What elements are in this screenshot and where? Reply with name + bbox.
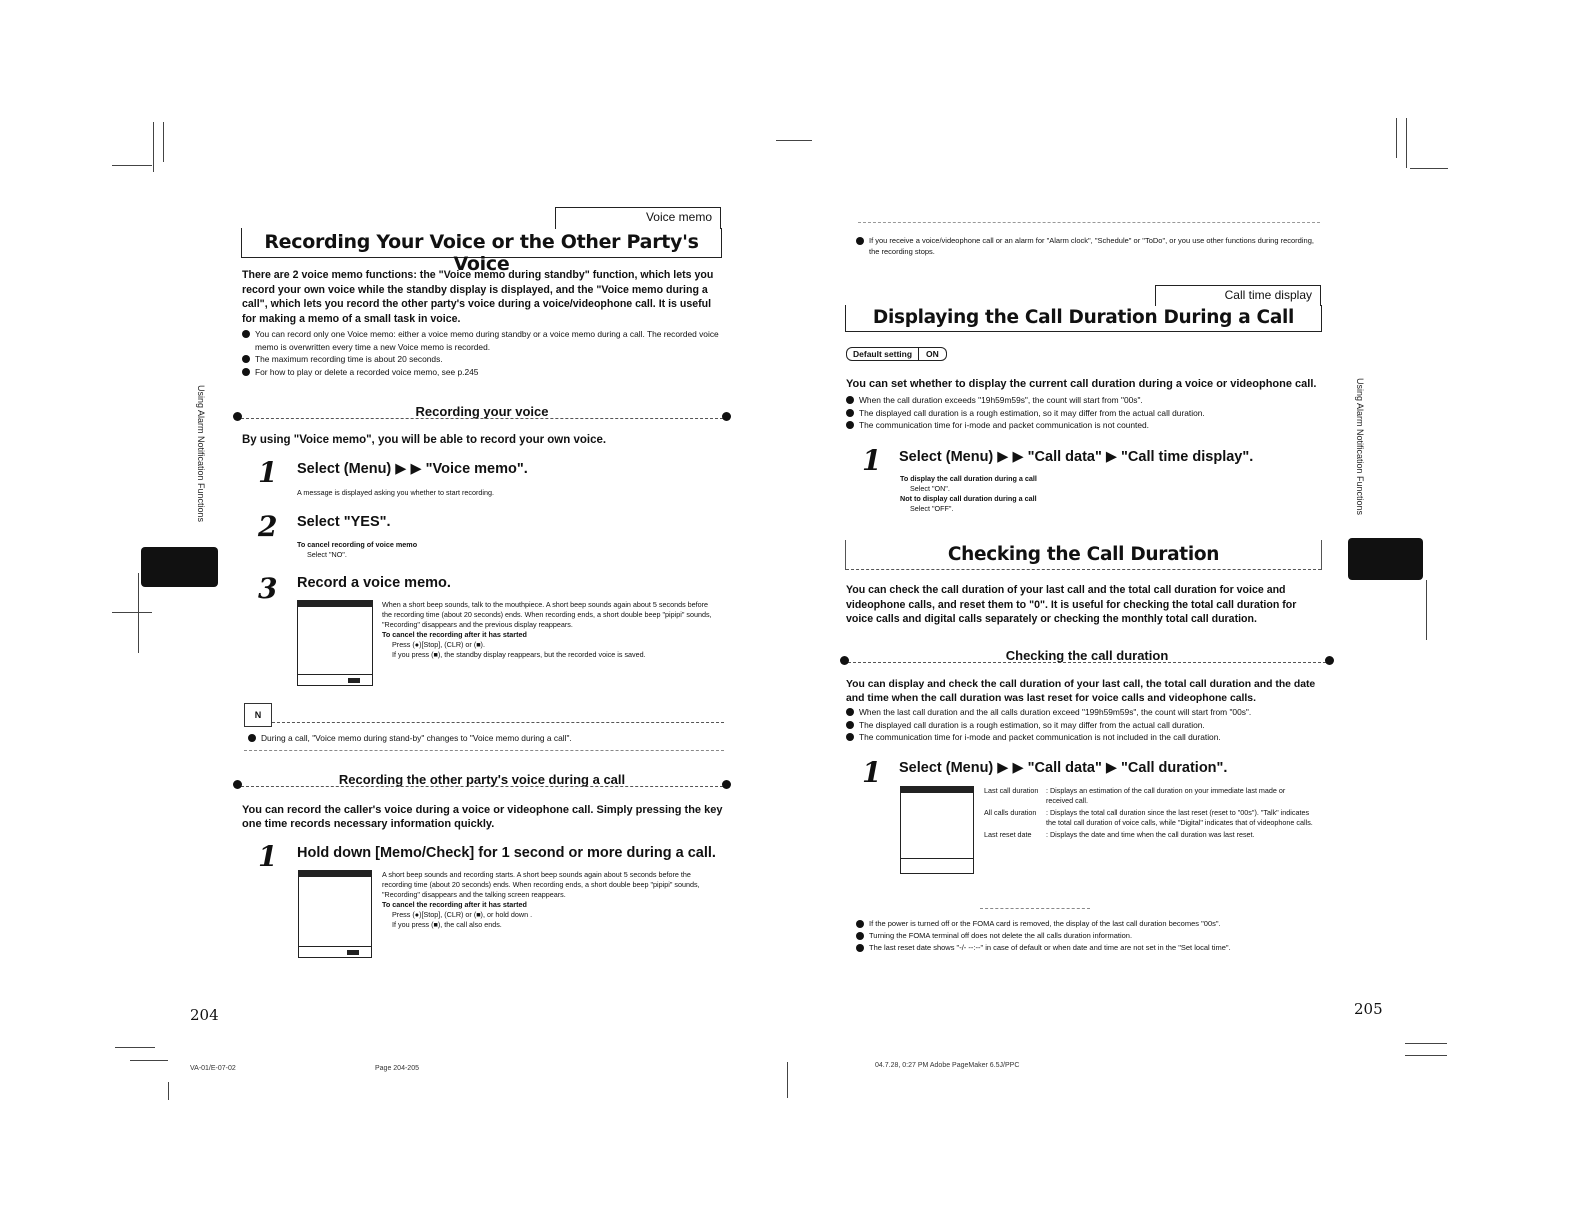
definition-desc: : Displays the date and time when the call duration was last reset. <box>1046 830 1255 839</box>
phone-screen-image <box>297 600 373 686</box>
list-item: During a call, "Voice memo during stand-by" changes to "Voice memo during a call". <box>248 732 718 745</box>
step-desc-text: A short beep sounds and recording starts. A short beep sounds again about 5 seconds before the recording time (about 20 seconds) ends. When recording ends, a short double beep "pipipi" sounds, "Recording" disappears and the talking screen reappears. <box>382 870 700 899</box>
crop-mark <box>115 1047 155 1048</box>
note-title: To cancel the recording after it has started <box>382 900 527 909</box>
note-title: Not to display call duration during a call <box>900 494 1037 503</box>
footer-pages: Page 204-205 <box>375 1065 419 1072</box>
intro-text: You can check the call duration of your last call and the total call duration for voice and videophone calls, and reset them to "0". It is useful for checking the total call duration for voice calls and digital calls separately or checking the monthly total call duration. <box>846 584 1297 625</box>
crop-mark <box>130 1060 168 1061</box>
step-text: Select "YES". <box>297 514 391 530</box>
list-item: The last reset date shows "-/- --:--" in case of default or when date and time are not set in the "Set local time". <box>856 942 1326 954</box>
step-number: 1 <box>862 756 882 789</box>
default-setting <box>846 349 947 359</box>
footer-code: VA-01/E-07-02 <box>190 1065 236 1072</box>
default-value: ON <box>919 347 947 361</box>
note-text: Press (●)[Stop], (CLR) or (■), or hold down . <box>392 910 533 919</box>
crop-mark <box>112 165 152 166</box>
step-text: Hold down [Memo/Check] for 1 second or more during a call. <box>297 845 716 861</box>
page-title-box <box>845 540 1322 570</box>
phone-screen-image <box>900 786 974 874</box>
subsection-heading <box>233 774 731 792</box>
page-title: Recording Your Voice or the Other Party's Voice <box>264 231 699 275</box>
section-tag: Call time display <box>1155 285 1321 306</box>
note-rule <box>272 722 724 723</box>
step-text: Record a voice memo. <box>297 575 451 591</box>
note-text: If you press (■), the call also ends. <box>392 920 502 929</box>
step-number: 1 <box>862 444 882 477</box>
step-number: 3 <box>258 572 278 605</box>
bullet-list <box>846 394 1326 432</box>
list-item: The displayed call duration is a rough estimation, so it may differ from the actual call duration. <box>846 407 1326 420</box>
section-lead: You can set whether to display the current call duration during a voice or videophone call. <box>846 378 1317 390</box>
step-number: 1 <box>258 456 278 489</box>
step-text: Select (Menu) ▶ ▶ "Voice memo". <box>297 461 528 477</box>
bullet-list <box>846 706 1326 744</box>
note-icon: N <box>244 703 272 727</box>
definition-term: All calls duration <box>984 808 1037 817</box>
step-text: Select (Menu) ▶ ▶ "Call data" ▶ "Call duration". <box>899 760 1228 776</box>
section-lead: By using "Voice memo", you will be able to record your own voice. <box>242 434 607 446</box>
list-item: The communication time for i-mode and packet communication is not counted. <box>846 419 1326 432</box>
step-note: A message is displayed asking you whether to start recording. <box>297 488 494 497</box>
page-title-box <box>241 228 722 275</box>
definition-row <box>984 808 1314 828</box>
crop-mark <box>168 1082 169 1100</box>
note-title: To display the call duration during a call <box>900 474 1037 483</box>
crop-mark <box>138 573 139 653</box>
crop-mark <box>112 612 152 613</box>
crop-mark <box>776 140 812 141</box>
crop-mark <box>1405 1055 1447 1056</box>
step-number: 2 <box>258 510 278 543</box>
page-title: Checking the Call Duration <box>947 544 1220 565</box>
page-number: 205 <box>1354 1000 1383 1018</box>
section-lead: You can record the caller's voice during a voice or videophone call. Simply pressing the key one time records necessary information quickly. <box>242 804 723 830</box>
definition-desc: : Displays the total call duration since the last reset (reset to "00s"). "Talk" indicates the total call duration of voice calls, while "Digital" indicates that of videophone calls. <box>1046 808 1313 827</box>
page-number: 204 <box>190 1006 219 1024</box>
note-text: Select "NO". <box>307 550 347 559</box>
crop-mark <box>153 122 154 172</box>
note-text: If you press (■), the standby display reappears, but the recorded voice is saved. <box>392 650 646 659</box>
step-text: Select (Menu) ▶ ▶ "Call data" ▶ "Call time display". <box>899 449 1254 465</box>
crop-mark <box>1405 1043 1447 1044</box>
note-text: Select "OFF". <box>910 504 954 513</box>
page-title-box <box>845 305 1322 332</box>
list-item: When the last call duration and the all calls duration exceed "199h59m59s", the count will start from "00s". <box>846 706 1326 719</box>
phone-screen-image <box>298 870 372 958</box>
side-label: Using Alarm Notification Functions <box>1355 378 1365 516</box>
list-item: Turning the FOMA terminal off does not delete the all calls duration information. <box>856 930 1326 942</box>
list-item: The maximum recording time is about 20 seconds. <box>242 353 724 366</box>
note-rule <box>980 908 1090 909</box>
subsection-heading <box>840 650 1334 668</box>
definition-term: Last call duration <box>984 786 1039 795</box>
list-item: When the call duration exceeds "19h59m59s", the count will start from "00s". <box>846 394 1326 407</box>
note-box <box>248 732 718 745</box>
definition-list <box>984 786 1314 840</box>
list-item: If the power is turned off or the FOMA card is removed, the display of the last call duration becomes "00s". <box>856 918 1326 930</box>
bottom-bullets <box>856 918 1326 954</box>
intro-text: There are 2 voice memo functions: the "Voice memo during standby" function, which lets you record your own voice while the standby display is displayed, and the "Voice memo during a call", which lets you record the other party's voice during a voice/videophone call. It is useful for making a memo of a small task in voice. <box>242 269 714 325</box>
section-tag: Voice memo <box>555 207 721 229</box>
note-title: To cancel the recording after it has started <box>382 630 527 639</box>
footer-info: 04.7.28, 0:27 PM Adobe PageMaker 6.5J/PPC <box>875 1062 1020 1069</box>
chapter-tab <box>141 547 218 587</box>
definition-desc: : Displays an estimation of the call duration on your immediate last made or received call. <box>1046 786 1286 805</box>
subsection-title: Recording the other party's voice during a call <box>338 772 626 787</box>
step-description <box>382 600 717 660</box>
note-title: To cancel recording of voice memo <box>297 540 418 549</box>
crop-mark <box>1410 168 1448 169</box>
crop-mark <box>1396 118 1397 158</box>
bullet-list <box>242 328 724 378</box>
definition-row <box>984 786 1314 806</box>
page-title: Displaying the Call Duration During a Call <box>872 307 1295 328</box>
crop-mark <box>163 122 164 162</box>
list-item: You can record only one Voice memo: either a voice memo during standby or a voice memo during a call. The recorded voice memo is overwritten every time a new Voice memo is recorded. <box>242 328 724 353</box>
note-text: Select "ON". <box>910 484 950 493</box>
step-desc-text: When a short beep sounds, talk to the mouthpiece. A short beep sounds again about 5 seconds before the recording time (about 20 seconds) ends. When recording ends, a short double beep "pipipi" sounds, "Recording" disappears and the previous display reappears. <box>382 600 712 629</box>
subsection-title: Recording your voice <box>415 404 549 419</box>
crop-mark <box>1426 580 1427 640</box>
step-note <box>297 540 597 560</box>
crop-mark <box>787 1062 788 1098</box>
side-label: Using Alarm Notification Functions <box>196 385 206 523</box>
list-item: The displayed call duration is a rough estimation, so it may differ from the actual call duration. <box>846 719 1326 732</box>
step-note <box>900 474 1300 514</box>
definition-term: Last reset date <box>984 830 1032 839</box>
section-lead: You can display and check the call duration of your last call, the total call duration and the date and time when the call duration was last reset for voice calls and videophone calls. <box>846 679 1316 704</box>
list-item: For how to play or delete a recorded voice memo, see p.245 <box>242 366 724 379</box>
note-text: Press (●)[Stop], (CLR) or (■). <box>392 640 485 649</box>
note-rule <box>244 750 724 751</box>
subsection-title: Checking the call duration <box>1005 648 1169 663</box>
definition-row <box>984 830 1314 840</box>
chapter-tab <box>1348 538 1423 580</box>
crop-mark <box>1406 118 1407 168</box>
list-item: If you receive a voice/videophone call or an alarm for "Alarm clock", "Schedule" or "ToDo", or you use other functions during recording, the recording stops. <box>856 235 1326 257</box>
top-note <box>856 235 1326 257</box>
list-item: The communication time for i-mode and packet communication is not included in the call duration. <box>846 731 1326 744</box>
step-number: 1 <box>258 840 278 873</box>
top-rule <box>858 222 1320 223</box>
default-label: Default setting <box>846 347 919 361</box>
subsection-heading <box>233 406 731 424</box>
step-description <box>382 870 717 930</box>
